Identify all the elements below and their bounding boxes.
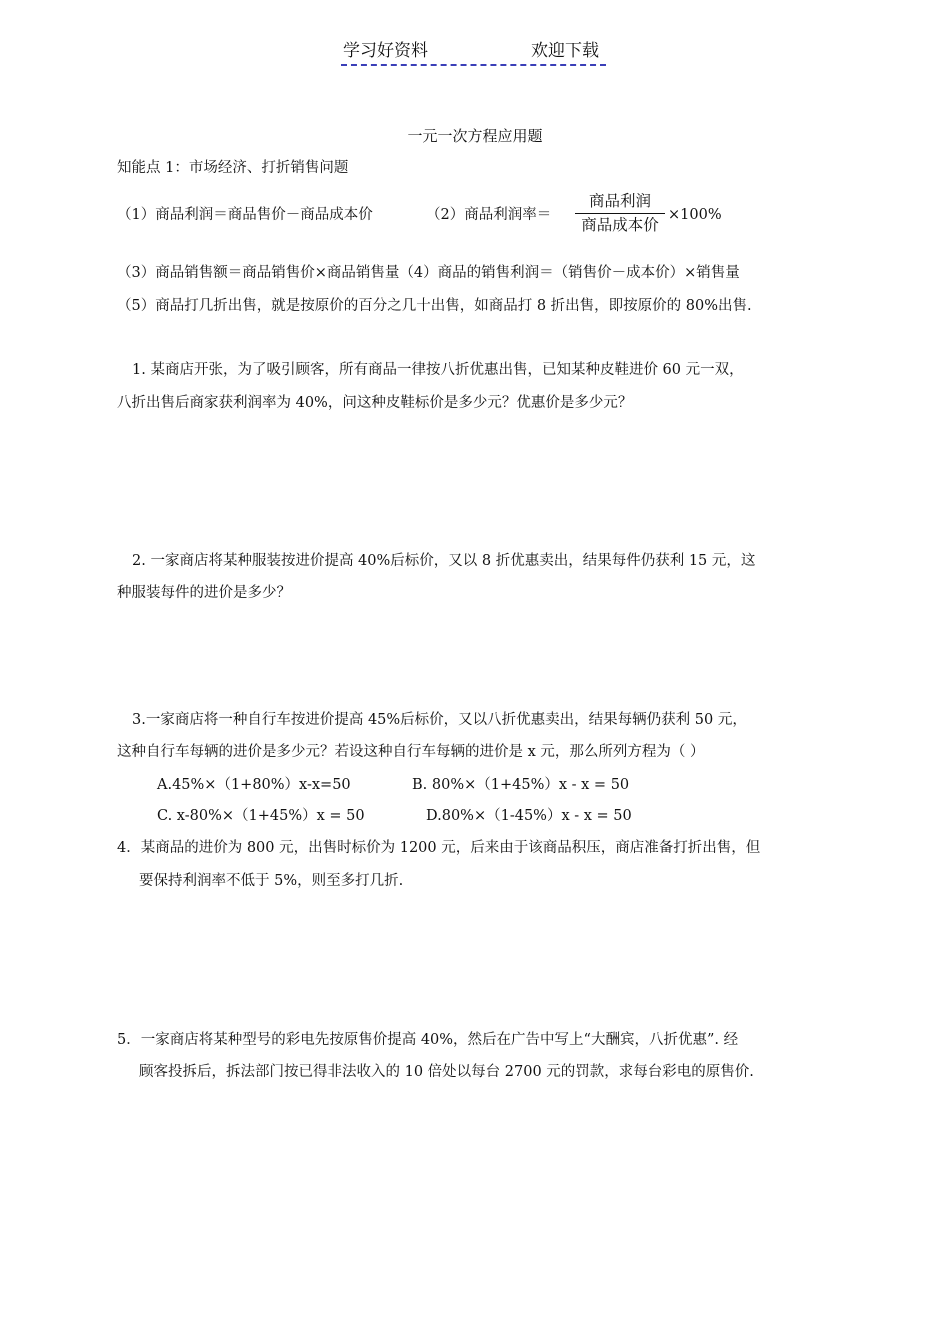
fraction-denominator: 商品成本价 [581, 216, 659, 234]
problem-4-line-2: 要保持利润率不低于 5%，则至多打几折. [139, 873, 404, 889]
formula-2-fraction [574, 191, 666, 237]
problem-3-option-a: A.45%×（1+80%）x-x=50 [157, 777, 351, 793]
problem-1-line-2: 八折出售后商家获利润率为 40%，问这种皮鞋标价是多少元？优惠价是多少元？ [117, 395, 633, 411]
formula-2-prefix: （2）商品利润率＝ [426, 207, 552, 223]
problem-3-line-1: 3.一家商店将一种自行车按进价提高 45%后标价，又以八折优惠卖出，结果每辆仍获利 50 元， [132, 712, 747, 728]
document-title: 一元一次方程应用题 [407, 127, 543, 145]
problem-5-line-1: 5．一家商店将某种型号的彩电先按原售价提高 40%，然后在广告中写上“大酬宾，八折优惠”. 经 [117, 1032, 739, 1048]
formula-2-suffix: ×100% [668, 207, 722, 223]
problem-3-option-d: D.80%×（1-45%）x - x = 50 [426, 808, 632, 824]
header-left-text: 学习好资料 [343, 41, 428, 61]
problem-2-line-1: 2. 一家商店将某种服装按进价提高 40%后标价，又以 8 折优惠卖出，结果每件仍获利 15 元，这 [132, 553, 756, 569]
header-right-text: 欢迎下载 [531, 41, 599, 61]
page-header [341, 40, 606, 66]
problem-4-line-1: 4．某商品的进价为 800 元，出售时标价为 1200 元，后来由于该商品积压，商店准备打折出售，但 [117, 840, 761, 856]
problem-2-line-2: 种服装每件的进价是多少？ [117, 585, 291, 601]
formula-3-4: （3）商品销售额＝商品销售价×商品销售量（4）商品的销售利润＝（销售价－成本价）×销售量 [117, 265, 740, 281]
formula-5: （5）商品打几折出售，就是按原价的百分之几十出售，如商品打 8 折出售，即按原价的 80%出售. [117, 298, 752, 314]
section-heading: 知能点 1：市场经济、打折销售问题 [117, 160, 349, 176]
problem-3-option-b: B. 80%×（1+45%）x - x = 50 [412, 777, 630, 793]
problem-3-line-2: 这种自行车每辆的进价是多少元？若设这种自行车每辆的进价是 x 元，那么所列方程为（ ） [117, 744, 705, 760]
problem-3-option-c: C. x-80%×（1+45%）x = 50 [157, 808, 365, 824]
fraction-numerator: 商品利润 [588, 192, 651, 210]
problem-5-line-2: 顾客投拆后，拆法部门按已得非法收入的 10 倍处以每台 2700 元的罚款，求每台彩电的原售价. [139, 1064, 754, 1080]
formula-1: （1）商品利润＝商品售价－商品成本价 [117, 207, 373, 223]
problem-1-line-1: 1. 某商店开张，为了吸引顾客，所有商品一律按八折优惠出售，已知某种皮鞋进价 60 元一双， [132, 362, 744, 378]
